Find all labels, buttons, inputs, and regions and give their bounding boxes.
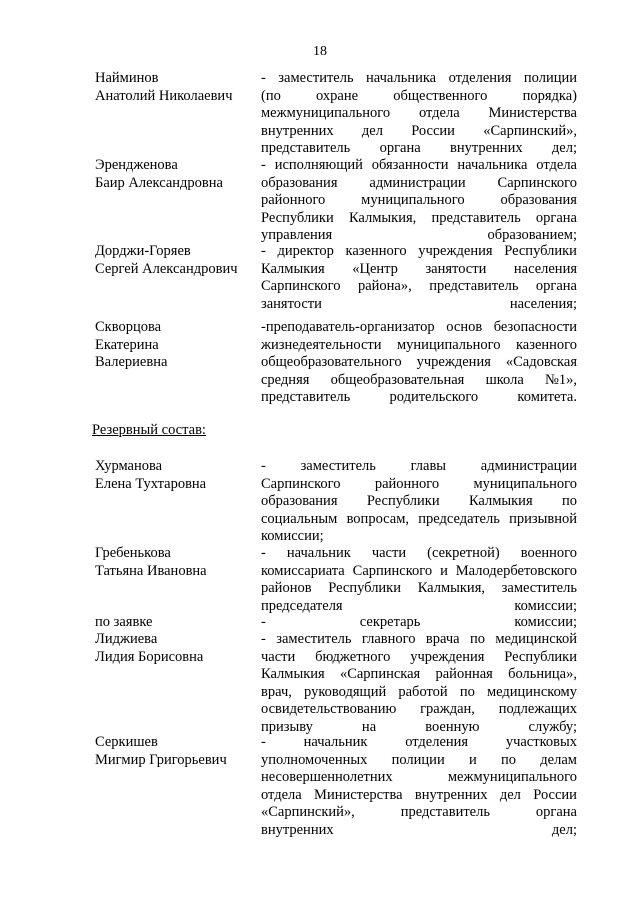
member-name: Скворцова Екатерина Валериевна: [95, 319, 168, 370]
page-number: 18: [313, 44, 327, 59]
member-name: Найминов Анатолий Николаевич: [95, 70, 233, 104]
member-name: Лиджиева Лидия Борисовна: [95, 631, 204, 665]
member-name: Эрендженова Баир Александровна: [95, 157, 223, 191]
member-role: - начальник части (секретной) военного комиссариата Сарпинского и Малодербетовского районов Республики Калмыкия, заместитель председателя комиссии;: [261, 545, 577, 614]
member-role: - исполняющий обязанности начальника отдела образования администрации Сарпинского районного муниципального образования Республики Калмыкия, представитель органа управления образованием;: [261, 157, 577, 243]
member-role: - заместитель начальника отделения полиции (по охране общественного порядка) межмуниципального отдела Министерства внутренних дел России «Сарпинский», представитель органа внутренних дел;: [261, 70, 577, 156]
member-name: по заявке: [95, 614, 153, 630]
member-name: Дорджи-Горяев Сергей Александрович: [95, 243, 238, 277]
member-role: -преподаватель-организатор основ безопасности жизнедеятельности муниципального казенного общеобразовательного учреждения «Садовская средняя общеобразовательная школа №1», представитель родительского комитета.: [261, 319, 577, 405]
member-role: - заместитель главы администрации Сарпинского районного муниципального образования Республики Калмыкия по социальным вопросам, председатель призывной комиссии;: [261, 458, 577, 544]
member-role: - секретарь комиссии;: [261, 614, 577, 630]
member-role: - начальник отделения участковых уполномоченных полиции и по делам несовершеннолетних межмуниципального отдела Министерства внутренних дел России «Сарпинский», представитель органа внутренних дел;: [261, 734, 577, 838]
member-role: - заместитель главного врача по медицинской части бюджетного учреждения Республики Калмыкия «Сарпинская районная больница», врач, руководящий работой по медицинскому освидетельствованию граждан, подлежащих призыву на военную службу;: [261, 631, 577, 735]
member-role: - директор казенного учреждения Республики Калмыкия «Центр занятости населения Сарпинского района», представитель органа занятости населения;: [261, 243, 577, 312]
member-name: Гребенькова Татьяна Ивановна: [95, 545, 207, 579]
member-name: Серкишев Мигмир Григорьевич: [95, 734, 227, 768]
member-name: Хурманова Елена Тухтаровна: [95, 458, 207, 492]
reserve-heading: Резервный состав:: [92, 422, 206, 438]
